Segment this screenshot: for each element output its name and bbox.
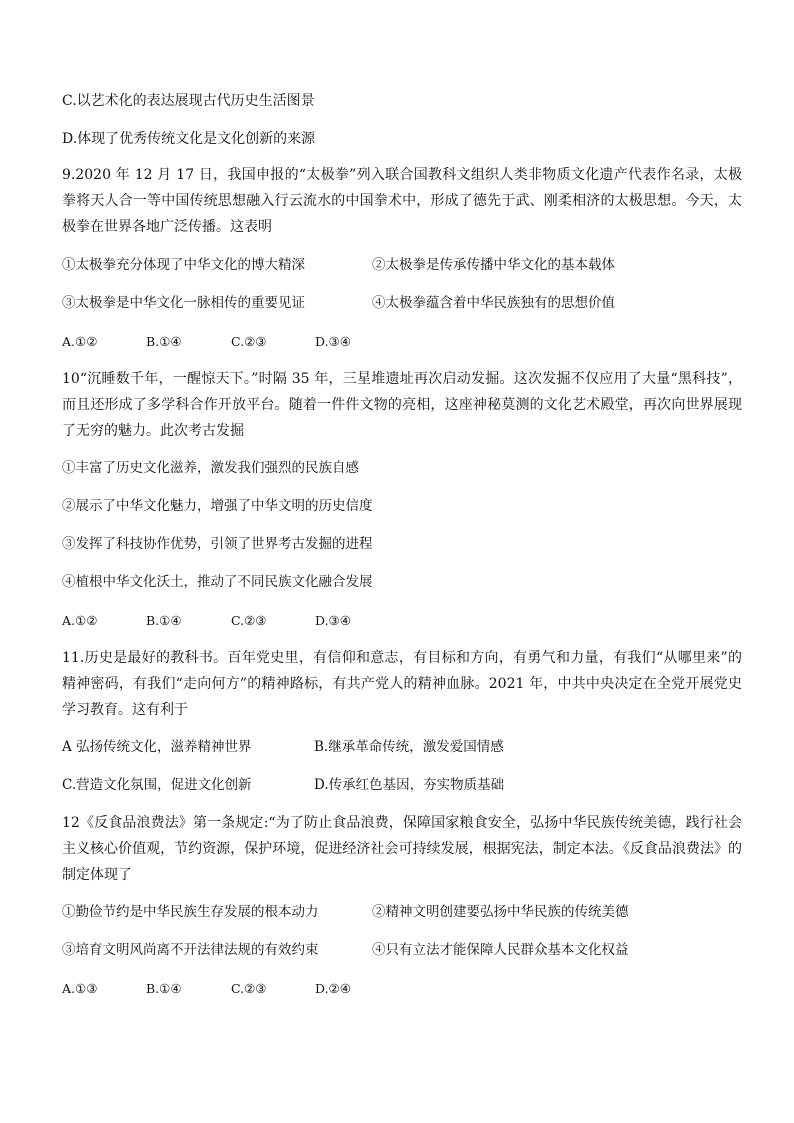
q11-option-d: D.传承红色基因，夯实物质基础: [314, 777, 505, 793]
q9-statement-4: ④太极拳蕴含着中华民族独有的思想价值: [372, 295, 615, 311]
q10-stem: 10“沉睡数千年，一醒惊天下。”时隔 35 年，三星堆遗址再次启动发掘。这次发掘不仅应用了大量“黑科技”，而且还形成了多学科合作开放平台。随着一件件文物的亮相，这座神秘莫测的文化艺术殿堂，再次向世界展现了无穷的魅力。此次考古发掘: [62, 371, 742, 439]
q10-statement-4: ④植根中华文化沃土，推动了不同民族文化融合发展: [62, 574, 373, 590]
q12-stem: 12《反食品浪费法》第一条规定:“为了防止食品浪费，保障国家粮食安全，弘扬中华民族传统美德，践行社会主义核心价值观，节约资源，保护环境，促进经济社会可持续发展，根据宪法，制定本法。《反食品浪费法》的制定体现了: [62, 815, 742, 883]
q12-answer-a: A.①③: [62, 981, 98, 996]
q10-statement-1: ①丰富了历史文化滋养，激发我们强烈的民族自感: [62, 460, 359, 476]
q9-answer-c: C.②③: [231, 334, 267, 349]
q12-answer-c: C.②③: [231, 981, 267, 996]
q11-option-b: B.继承革命传统，激发爱国情感: [314, 739, 504, 755]
q12-statement-4: ④只有立法才能保障人民群众基本文化权益: [372, 942, 629, 958]
q10-answer-d: D.③④: [315, 613, 351, 628]
q12-statement-2: ②精神文明创建要弘扬中华民族的传统美德: [372, 904, 629, 920]
q9-answer-d: D.③④: [315, 334, 351, 349]
q12-answer-d: D.②④: [315, 981, 351, 996]
q10-answer-a: A.①②: [62, 613, 98, 628]
q8-option-c: C.以艺术化的表达展现古代历史生活图景: [62, 93, 315, 109]
q10-statement-3: ③发挥了科技协作优势，引领了世界考古发掘的进程: [62, 536, 373, 552]
q9-statement-1: ①太极拳充分体现了中华文化的博大精深: [62, 257, 305, 273]
q8-option-d: D.体现了优秀传统文化是文化创新的来源: [62, 131, 316, 147]
q10-statement-2: ②展示了中华文化魅力，增强了中华文明的历史信度: [62, 498, 373, 514]
q11-option-c: C.营造文化氛围，促进文化创新: [62, 777, 252, 793]
q9-statement-2: ②太极拳是传承传播中华文化的基本载体: [372, 257, 615, 273]
q9-statement-3: ③太极拳是中华文化一脉相传的重要见证: [62, 295, 305, 311]
q9-answer-a: A.①②: [62, 334, 98, 349]
q9-stem: 9.2020 年 12 月 17 日，我国申报的“太极拳”列入联合国教科文组织人类非物质文化遗产代表作名录，太极拳将天人合一等中国传统思想融入行云流水的中国拳术中，形成了德先于武、刚柔相济的太极思想。今天，太极拳在世界各地广泛传播。这表明: [62, 167, 742, 235]
q10-answer-c: C.②③: [231, 613, 267, 628]
q9-answer-b: B.①④: [146, 334, 182, 349]
q11-option-a: A 弘扬传统文化，滋养精神世界: [62, 739, 252, 755]
q10-answer-b: B.①④: [146, 613, 182, 628]
q12-answer-b: B.①④: [146, 981, 182, 996]
q12-statement-1: ①勤俭节约是中华民族生存发展的根本动力: [62, 904, 319, 920]
q11-stem: 11.历史是最好的教科书。百年党史里，有信仰和意志，有目标和方向，有勇气和力量，有我们“从哪里来”的精神密码，有我们“走向何方”的精神路标，有共产党人的精神血脉。2021 年，中共中央决定在全党开展党史学习教育。这有利于: [62, 650, 742, 718]
q12-statement-3: ③培育文明风尚离不开法律法规的有效约束: [62, 942, 319, 958]
